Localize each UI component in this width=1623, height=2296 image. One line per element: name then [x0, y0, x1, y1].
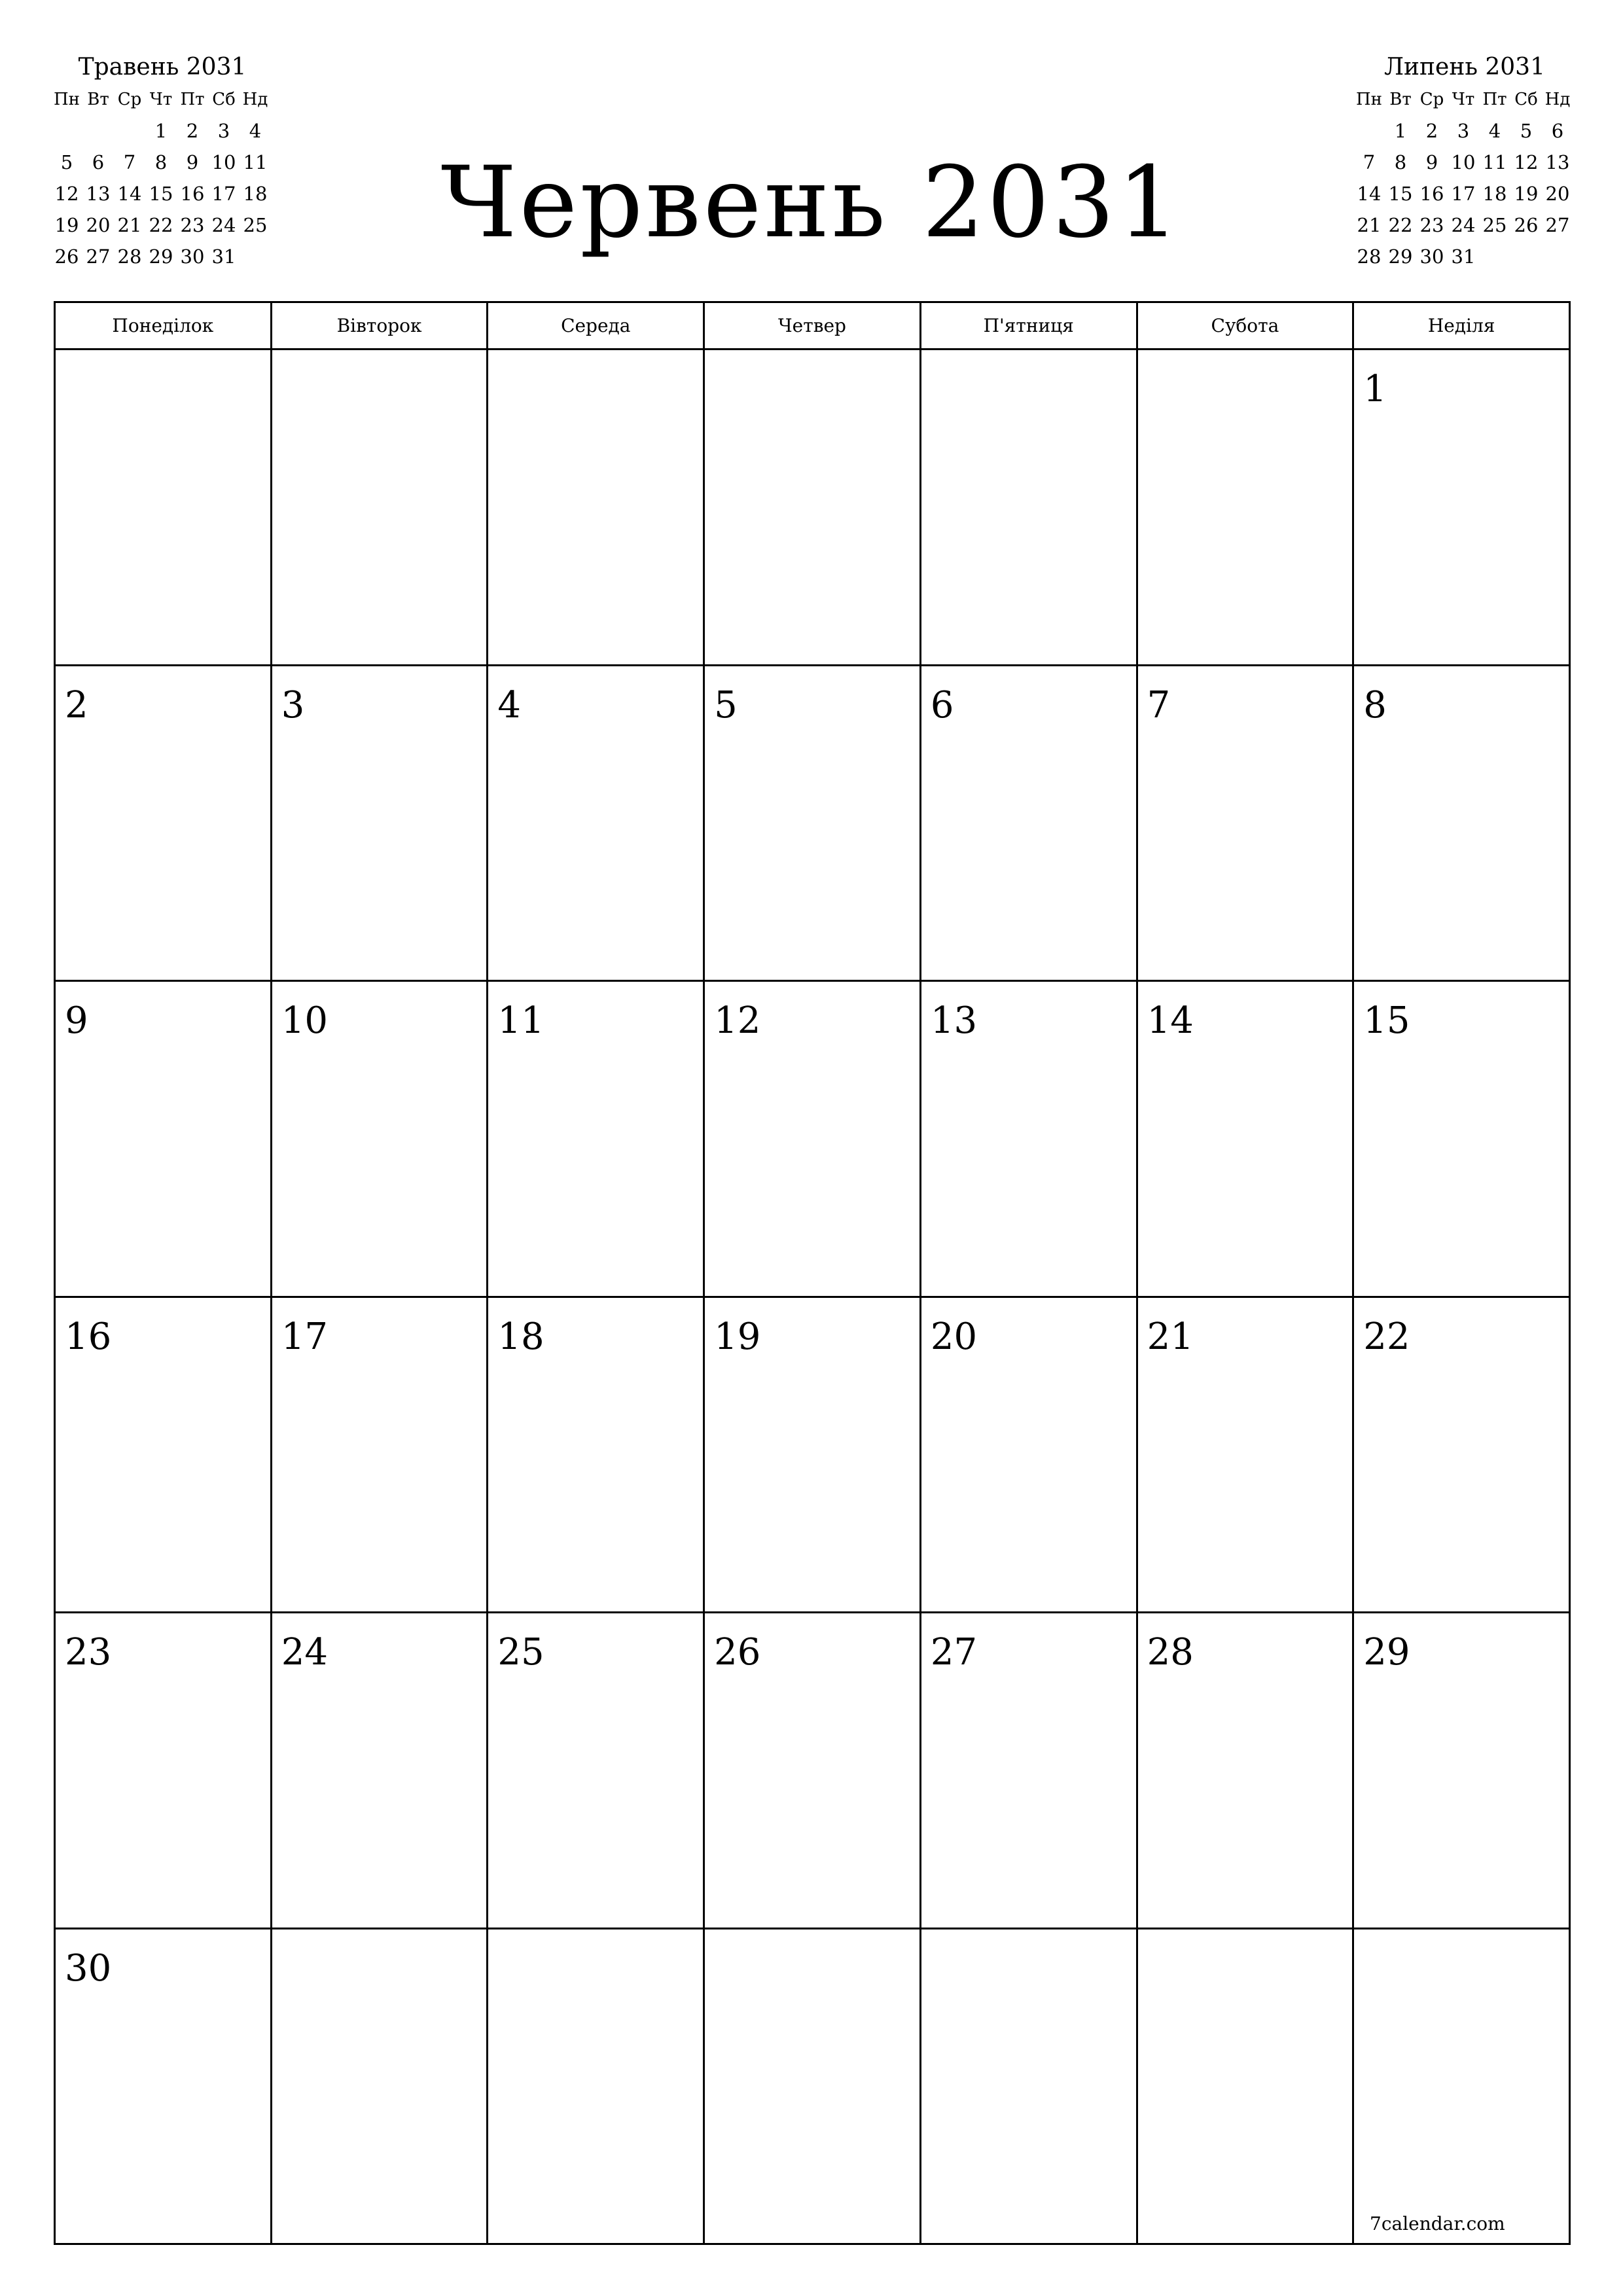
mini-weekday: Ср — [117, 90, 142, 109]
mini-day: 15 — [1388, 183, 1413, 205]
day-number: 13 — [930, 999, 978, 1042]
mini-day: 19 — [1514, 183, 1539, 205]
day-number: 14 — [1147, 999, 1194, 1042]
mini-weekday: Чт — [1452, 90, 1475, 109]
mini-weekday: Пт — [180, 90, 205, 109]
mini-day: 5 — [1520, 120, 1533, 142]
mini-weekday: Пн — [1355, 90, 1382, 109]
weekday-header: Середа — [488, 303, 705, 350]
mini-day: 17 — [211, 183, 236, 205]
mini-weekday: Сб — [212, 90, 236, 109]
day-cell — [1138, 1929, 1355, 2246]
day-cell — [921, 982, 1138, 1298]
mini-day: 29 — [1388, 245, 1413, 268]
mini-weekday: Пт — [1482, 90, 1507, 109]
day-cell — [1138, 350, 1355, 666]
day-number: 1 — [1363, 368, 1387, 410]
day-number: 7 — [1147, 683, 1171, 726]
mini-day: 22 — [1388, 214, 1413, 236]
day-number: 15 — [1363, 999, 1410, 1042]
day-cell — [488, 982, 705, 1298]
mini-day: 21 — [1357, 214, 1382, 236]
mini-day — [1510, 241, 1542, 272]
weekday-header: Понеділок — [56, 303, 272, 350]
day-number: 5 — [714, 683, 738, 726]
day-number: 18 — [497, 1315, 544, 1358]
day-number: 26 — [714, 1631, 761, 1674]
day-cell — [705, 1613, 921, 1929]
day-number: 20 — [930, 1315, 978, 1358]
mini-day — [1353, 115, 1385, 147]
mini-day — [1479, 241, 1510, 272]
mini-day: 2 — [1425, 120, 1438, 142]
mini-day — [1542, 241, 1573, 272]
day-cell — [705, 982, 921, 1298]
day-cell — [1354, 982, 1571, 1298]
mini-day: 31 — [211, 245, 236, 268]
mini-calendar-next-grid — [1353, 84, 1576, 272]
mini-day: 3 — [217, 120, 230, 142]
mini-day: 5 — [60, 151, 73, 173]
mini-day: 13 — [1545, 151, 1570, 173]
day-cell — [1138, 666, 1355, 982]
footer-site: 7calendar.com — [1370, 2213, 1505, 2234]
day-cell — [705, 350, 921, 666]
day-cell — [56, 666, 272, 982]
mini-day: 14 — [117, 183, 142, 205]
weekday-header: Четвер — [705, 303, 921, 350]
day-cell — [272, 1613, 489, 1929]
mini-day: 16 — [180, 183, 205, 205]
day-cell — [488, 1298, 705, 1614]
mini-day — [114, 115, 145, 147]
day-number: 12 — [714, 999, 761, 1042]
day-number: 22 — [1363, 1315, 1410, 1358]
day-cell — [56, 1298, 272, 1614]
day-cell — [272, 1929, 489, 2246]
day-number: 24 — [281, 1631, 328, 1674]
day-cell — [272, 350, 489, 666]
mini-day: 8 — [1394, 151, 1407, 173]
mini-calendar-prev — [51, 51, 274, 272]
month-grid — [54, 301, 1571, 2245]
mini-day: 2 — [186, 120, 199, 142]
mini-day: 30 — [1419, 245, 1444, 268]
mini-day: 7 — [123, 151, 136, 173]
weekday-header: П'ятниця — [921, 303, 1138, 350]
day-cell — [272, 982, 489, 1298]
mini-day: 12 — [54, 183, 79, 205]
mini-day: 10 — [211, 151, 236, 173]
day-number: 2 — [65, 683, 88, 726]
mini-day: 3 — [1457, 120, 1470, 142]
day-cell — [1354, 1929, 1571, 2246]
day-cell — [705, 666, 921, 982]
day-number: 29 — [1363, 1631, 1410, 1674]
day-cell — [705, 1298, 921, 1614]
mini-day: 14 — [1357, 183, 1382, 205]
mini-day: 7 — [1363, 151, 1376, 173]
day-cell — [488, 1929, 705, 2246]
day-cell — [921, 666, 1138, 982]
mini-day: 15 — [149, 183, 173, 205]
day-cell — [921, 1298, 1138, 1614]
day-cell — [921, 1613, 1138, 1929]
day-number: 27 — [930, 1631, 978, 1674]
mini-weekday: Чт — [149, 90, 173, 109]
day-number: 25 — [497, 1631, 544, 1674]
mini-day: 18 — [243, 183, 268, 205]
mini-day: 26 — [54, 245, 79, 268]
day-number: 19 — [714, 1315, 761, 1358]
mini-day: 20 — [86, 214, 111, 236]
mini-day: 23 — [1419, 214, 1444, 236]
mini-weekday: Сб — [1514, 90, 1538, 109]
mini-day: 27 — [86, 245, 111, 268]
day-number: 4 — [497, 683, 522, 726]
day-cell — [921, 1929, 1138, 2246]
day-number: 17 — [281, 1315, 328, 1358]
mini-day — [82, 115, 114, 147]
mini-day: 4 — [1488, 120, 1501, 142]
day-cell — [1138, 982, 1355, 1298]
mini-day: 12 — [1514, 151, 1539, 173]
day-number: 23 — [65, 1631, 112, 1674]
day-cell — [56, 350, 272, 666]
mini-day: 8 — [154, 151, 168, 173]
mini-day: 30 — [180, 245, 205, 268]
mini-day: 24 — [211, 214, 236, 236]
day-number: 21 — [1147, 1315, 1194, 1358]
day-cell — [1354, 1298, 1571, 1614]
mini-day: 18 — [1482, 183, 1507, 205]
mini-calendar-prev-title: Травень 2031 — [78, 54, 247, 81]
mini-day: 11 — [1482, 151, 1507, 173]
day-number: 6 — [930, 683, 954, 726]
day-cell — [1354, 666, 1571, 982]
mini-day: 13 — [86, 183, 111, 205]
mini-day: 26 — [1514, 214, 1539, 236]
mini-day: 11 — [243, 151, 268, 173]
mini-day: 27 — [1545, 214, 1570, 236]
mini-day: 23 — [180, 214, 205, 236]
mini-day: 22 — [149, 214, 173, 236]
day-number: 28 — [1147, 1631, 1194, 1674]
day-cell — [1354, 350, 1571, 666]
day-number: 3 — [281, 683, 305, 726]
day-number: 8 — [1363, 683, 1387, 726]
mini-day: 25 — [1482, 214, 1507, 236]
day-cell — [1138, 1298, 1355, 1614]
mini-day: 29 — [149, 245, 173, 268]
day-cell — [272, 666, 489, 982]
day-number: 16 — [65, 1315, 112, 1358]
mini-weekday: Ср — [1419, 90, 1444, 109]
weekday-header: Субота — [1138, 303, 1355, 350]
mini-weekday: Пн — [53, 90, 80, 109]
mini-day — [51, 115, 82, 147]
mini-weekday: Вт — [1389, 90, 1412, 109]
day-number: 10 — [281, 999, 328, 1042]
day-cell — [921, 350, 1138, 666]
mini-day: 6 — [1551, 120, 1564, 142]
page-title: Червень 2031 — [440, 146, 1183, 260]
mini-day: 21 — [117, 214, 142, 236]
mini-day: 9 — [186, 151, 199, 173]
weekday-header: Неділя — [1354, 303, 1571, 350]
day-cell — [1138, 1613, 1355, 1929]
day-cell — [272, 1298, 489, 1614]
mini-day: 19 — [54, 214, 79, 236]
day-number: 30 — [65, 1946, 112, 1990]
day-number: 9 — [65, 999, 88, 1042]
mini-day: 28 — [1357, 245, 1382, 268]
mini-day: 9 — [1425, 151, 1438, 173]
day-cell — [56, 982, 272, 1298]
day-number: 11 — [497, 999, 544, 1042]
mini-weekday: Нд — [1544, 90, 1571, 109]
day-cell — [56, 1929, 272, 2246]
mini-weekday: Нд — [242, 90, 268, 109]
day-cell — [488, 1613, 705, 1929]
mini-day: 20 — [1545, 183, 1570, 205]
mini-day: 1 — [154, 120, 168, 142]
mini-day — [240, 241, 271, 272]
mini-day: 28 — [117, 245, 142, 268]
mini-day: 16 — [1419, 183, 1444, 205]
mini-day: 31 — [1451, 245, 1476, 268]
day-cell — [1354, 1613, 1571, 1929]
mini-weekday: Вт — [87, 90, 109, 109]
day-cell — [56, 1613, 272, 1929]
mini-calendar-next — [1353, 51, 1576, 272]
mini-day: 17 — [1451, 183, 1476, 205]
mini-calendar-next-title: Липень 2031 — [1384, 54, 1545, 81]
mini-day: 25 — [243, 214, 268, 236]
mini-day: 4 — [249, 120, 262, 142]
mini-day: 24 — [1451, 214, 1476, 236]
mini-day: 6 — [92, 151, 105, 173]
mini-calendar-prev-grid — [51, 84, 274, 272]
day-cell — [488, 350, 705, 666]
mini-day: 10 — [1451, 151, 1476, 173]
mini-day: 1 — [1394, 120, 1407, 142]
day-cell — [705, 1929, 921, 2246]
day-cell — [488, 666, 705, 982]
weekday-header: Вівторок — [272, 303, 489, 350]
